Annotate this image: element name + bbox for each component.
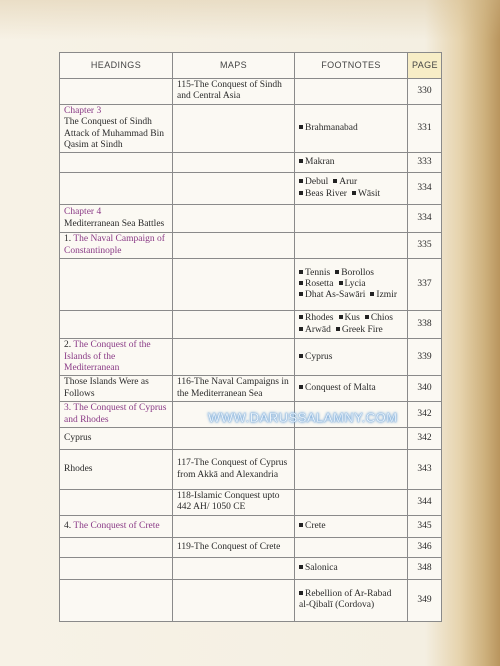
- footnote-text: Greek Fire: [341, 324, 383, 335]
- footnote-item: [299, 313, 334, 324]
- footnote-text: Arwād: [305, 324, 331, 335]
- page-number: 349: [408, 579, 442, 621]
- footnote-cell: [295, 450, 408, 490]
- heading-cell: [60, 450, 173, 490]
- footnote-text: Beas River: [305, 188, 347, 199]
- map-cell: [173, 153, 295, 173]
- table-row: [60, 104, 442, 153]
- bullet-square-icon: [339, 315, 343, 319]
- table-row: [60, 205, 442, 233]
- footnote-item: [299, 157, 335, 168]
- footnote-cell: [295, 311, 408, 339]
- table-row: [60, 339, 442, 376]
- footnote-item: [370, 290, 397, 301]
- footnote-cell: [295, 490, 408, 516]
- table-row: [60, 579, 442, 621]
- table-row: [60, 153, 442, 173]
- page-number: 348: [408, 557, 442, 579]
- headings-header: HEADINGS: [60, 53, 173, 79]
- footnote-item: [299, 521, 326, 532]
- heading-cell: [60, 376, 173, 402]
- footnote-cell: [295, 579, 408, 621]
- bullet-square-icon: [299, 179, 303, 183]
- footnote-text: Izmir: [376, 290, 397, 301]
- map-cell: 118-Islamic Conquest upto 442 AH/ 1050 CE: [173, 490, 295, 516]
- heading-text: Mediterranean Sea Battles: [64, 218, 165, 229]
- page-number: 343: [408, 450, 442, 490]
- bullet-square-icon: [299, 125, 303, 129]
- heading-text: Cyprus: [64, 432, 92, 443]
- bullet-square-icon: [333, 179, 337, 183]
- heading-cell: [60, 557, 173, 579]
- heading-text: The Conquest of the Islands of the Mediterranean: [64, 340, 151, 373]
- page-number: 334: [408, 173, 442, 205]
- footnote-text: Rosetta: [305, 278, 334, 289]
- heading-text: Chapter 4: [64, 207, 102, 218]
- heading-cell: [60, 259, 173, 311]
- bullet-square-icon: [299, 354, 303, 358]
- page-number: 338: [408, 311, 442, 339]
- footnote-cell: [295, 537, 408, 557]
- footnote-text: Makran: [305, 157, 335, 168]
- footnote-cell: [295, 79, 408, 105]
- watermark: WWW.DARUSSALAMNY.COM: [208, 410, 398, 425]
- map-cell: 115-The Conquest of Sindh and Central Asia: [173, 79, 295, 105]
- bullet-square-icon: [299, 159, 303, 163]
- header-row: [60, 53, 442, 79]
- heading-text: The Conquest of Crete: [71, 520, 160, 531]
- bullet-square-icon: [299, 565, 303, 569]
- footnote-cell: [295, 153, 408, 173]
- heading-cell: [60, 79, 173, 105]
- heading-cell: [60, 428, 173, 450]
- bullet-square-icon: [335, 270, 339, 274]
- bullet-square-icon: [370, 292, 374, 296]
- footnote-item: [333, 177, 357, 188]
- page-number: 330: [408, 79, 442, 105]
- bullet-square-icon: [299, 281, 303, 285]
- footnote-item: [299, 352, 332, 363]
- footnote-text: Arur: [339, 177, 358, 188]
- table-row: [60, 79, 442, 105]
- footnote-item: [335, 268, 374, 279]
- footnote-text: Crete: [305, 520, 326, 531]
- footnote-item: [299, 290, 365, 301]
- footnote-text: Chios: [370, 313, 393, 324]
- heading-cell: [60, 579, 173, 621]
- page-number: 331: [408, 104, 442, 153]
- heading-text: The Conquest of Sindh: [64, 117, 152, 128]
- footnote-cell: [295, 205, 408, 233]
- map-cell: [173, 259, 295, 311]
- footnote-text: Wāsit: [357, 188, 381, 199]
- heading-text: Attack of Muhammad Bin Qasim at Sindh: [64, 128, 164, 150]
- heading-cell: [60, 402, 173, 428]
- map-cell: [173, 579, 295, 621]
- footnote-item: [339, 313, 360, 324]
- footnote-cell: [295, 515, 408, 537]
- table-row: [60, 376, 442, 402]
- footnote-text: Tennis: [305, 267, 331, 278]
- page-number: 345: [408, 515, 442, 537]
- heading-cell: [60, 537, 173, 557]
- bullet-square-icon: [352, 191, 356, 195]
- bullet-square-icon: [339, 281, 343, 285]
- table-row: [60, 259, 442, 311]
- footnote-text: Borollos: [341, 267, 374, 278]
- footnote-item: [365, 313, 393, 324]
- table-row: [60, 233, 442, 259]
- map-cell: 119-The Conquest of Crete: [173, 537, 295, 557]
- heading-cell: [60, 490, 173, 516]
- table-row: [60, 450, 442, 490]
- footnote-text: Salonica: [305, 562, 338, 573]
- map-cell: [173, 557, 295, 579]
- map-cell: [173, 311, 295, 339]
- heading-cell: [60, 104, 173, 153]
- heading-cell: [60, 173, 173, 205]
- map-cell: [173, 205, 295, 233]
- footnote-item: [299, 589, 398, 612]
- footnote-text: Brahmanabad: [305, 122, 358, 133]
- map-cell: [173, 233, 295, 259]
- map-cell: [173, 515, 295, 537]
- footnote-cell: [295, 376, 408, 402]
- footnotes-header: FOOTNOTES: [295, 53, 408, 79]
- page-edge-shadow: [0, 0, 500, 40]
- heading-text: Those Islands Were as Follows: [64, 377, 149, 399]
- bullet-square-icon: [299, 191, 303, 195]
- bullet-square-icon: [299, 270, 303, 274]
- table-row: [60, 557, 442, 579]
- bullet-square-icon: [299, 523, 303, 527]
- footnote-item: [336, 325, 383, 336]
- page-number: 340: [408, 376, 442, 402]
- maps-header: MAPS: [173, 53, 295, 79]
- table-row: [60, 173, 442, 205]
- heading-text: Chapter 3: [64, 105, 102, 116]
- contents-table: [59, 52, 442, 622]
- page-number: 344: [408, 490, 442, 516]
- footnote-item: [339, 279, 366, 290]
- map-cell: [173, 428, 295, 450]
- heading-text: 1.: [64, 234, 72, 245]
- bullet-square-icon: [299, 292, 303, 296]
- page-number: 342: [408, 428, 442, 450]
- footnote-item: [299, 383, 376, 394]
- bullet-square-icon: [299, 385, 303, 389]
- heading-cell: [60, 233, 173, 259]
- footnote-cell: [295, 339, 408, 376]
- bullet-square-icon: [365, 315, 369, 319]
- footnote-item: [299, 189, 347, 200]
- footnote-item: [299, 268, 330, 279]
- map-cell: [173, 104, 295, 153]
- footnote-text: Lycia: [344, 278, 366, 289]
- footnote-item: [299, 279, 334, 290]
- footnote-item: [299, 177, 328, 188]
- page-header: PAGE: [408, 53, 442, 79]
- heading-text: 2.: [64, 340, 72, 351]
- bullet-square-icon: [299, 327, 303, 331]
- footnote-cell: [295, 104, 408, 153]
- footnote-text: Cyprus: [305, 351, 333, 362]
- heading-text: 3. The Conquest of Cyprus and Rhodes: [64, 403, 167, 425]
- footnote-text: Rhodes: [305, 313, 334, 324]
- footnote-text: Rebellion of Ar-Rabad al-Qibalī (Cordova): [299, 588, 392, 611]
- footnote-cell: [295, 259, 408, 311]
- table-row: [60, 428, 442, 450]
- map-cell: [173, 339, 295, 376]
- map-cell: [173, 173, 295, 205]
- page-number: 339: [408, 339, 442, 376]
- bullet-square-icon: [299, 315, 303, 319]
- page-number: 334: [408, 205, 442, 233]
- page-number: 335: [408, 233, 442, 259]
- table-row: [60, 515, 442, 537]
- footnote-text: Debul: [305, 177, 329, 188]
- footnote-item: [299, 325, 331, 336]
- footnote-item: [299, 123, 358, 134]
- table-row: [60, 490, 442, 516]
- footnote-cell: [295, 233, 408, 259]
- heading-cell: [60, 205, 173, 233]
- footnote-cell: [295, 557, 408, 579]
- footnote-text: Conquest of Malta: [305, 383, 376, 394]
- page-number: 346: [408, 537, 442, 557]
- footnote-cell: [295, 173, 408, 205]
- page-number: 333: [408, 153, 442, 173]
- page-number: 337: [408, 259, 442, 311]
- heading-text: 4.: [64, 520, 72, 531]
- page-number: 342: [408, 402, 442, 428]
- heading-cell: [60, 339, 173, 376]
- map-cell: 116-The Naval Campaigns in the Mediterranean Sea: [173, 376, 295, 402]
- table-row: [60, 537, 442, 557]
- footnote-cell: [295, 428, 408, 450]
- heading-text: The Naval Campaign of Constantinople: [64, 234, 165, 256]
- footnote-text: Dhat As-Sawāri: [305, 290, 366, 301]
- table-row: [60, 311, 442, 339]
- heading-cell: [60, 311, 173, 339]
- heading-text: Rhodes: [64, 463, 93, 474]
- bullet-square-icon: [336, 327, 340, 331]
- heading-cell: [60, 153, 173, 173]
- footnote-item: [352, 189, 380, 200]
- heading-cell: [60, 515, 173, 537]
- footnote-item: [299, 563, 338, 574]
- footnote-text: Kus: [344, 313, 360, 324]
- map-cell: 117-The Conquest of Cyprus from Akkā and Alexandria: [173, 450, 295, 490]
- bullet-square-icon: [299, 591, 303, 595]
